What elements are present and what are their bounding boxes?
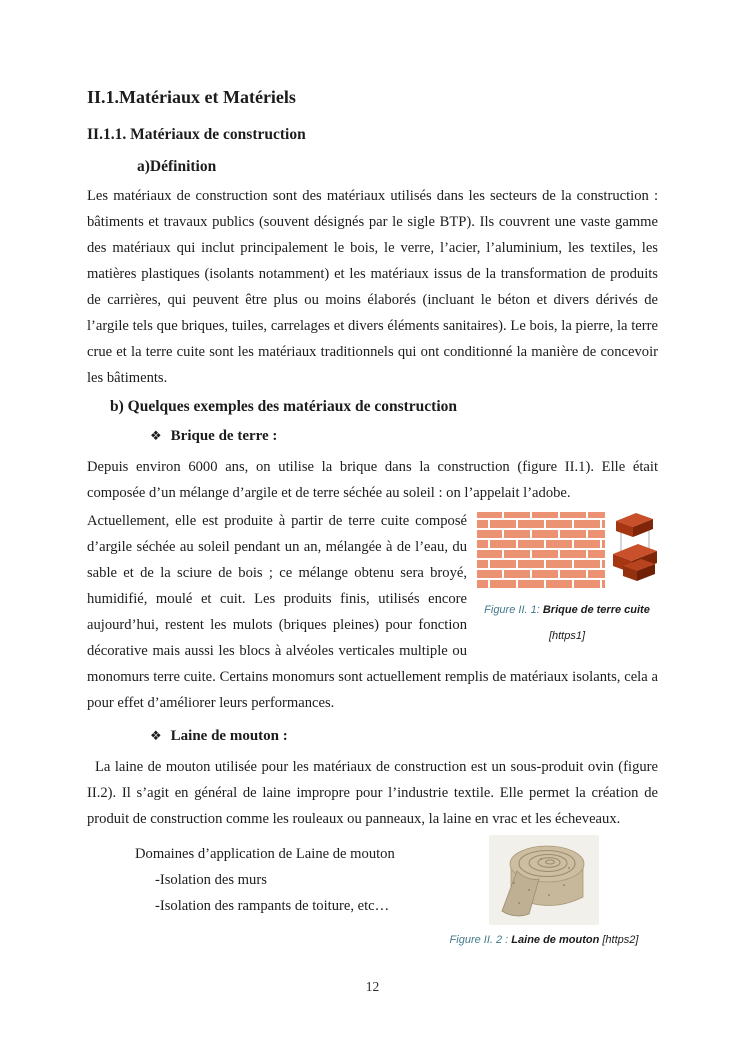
actuellement-paragraph: Actuellement, elle est produite à partir de terre cuite composé d’argile séchée au soleil pendant un an, mélangée à de l’eau, du sable et de la sciure de bois ; ce mélange obtenu sera broyé, humidifié, moulé et cuit. Les produits finis, utilisés encore aujourd’hui, restent les mulots (briques pleines) pour fonction décorative mais aussi les blocs à alvéoles verticales multiple ou monomurs terre cuite. Certains monomurs sont actuellement remplis de matériaux isolants, cela a pour effet d’améliorer leurs performances. xyxy=(87,513,658,711)
subsection-title: II.1.1. Matériaux de construction xyxy=(87,126,306,143)
figure1-caption-ref: [https1] xyxy=(548,630,586,642)
brick-wall-image xyxy=(476,510,606,590)
actuellement-block xyxy=(87,508,658,716)
figure2-caption-ref: [https2] xyxy=(599,934,639,946)
depuis-paragraph: Depuis environ 6000 ans, on utilise la brique dans la construction (figure II.1). Elle était composée d’un mélange d’argile et de terre séchée au soleil : on l’appelait l’adobe. xyxy=(87,459,658,501)
brick-3d-icon xyxy=(611,510,658,590)
figure-laine xyxy=(430,835,658,948)
figure1-caption xyxy=(484,604,650,642)
figure1-caption-title: Brique de terre cuite xyxy=(542,604,650,616)
isolation-murs-line: -Isolation des murs xyxy=(155,872,267,888)
figure2-caption xyxy=(450,934,639,946)
examples-heading: b) Quelques exemples des matériaux de construction xyxy=(110,398,458,415)
isolation-toiture-line: -Isolation des rampants de toiture, etc… xyxy=(155,898,390,914)
figure1-caption-label: Figure II. 1: xyxy=(484,604,543,616)
bullet-brique xyxy=(150,423,658,450)
bullet-brique-label: Brique de terre : xyxy=(170,428,278,444)
diamond-bullet-icon: ❖ xyxy=(150,429,162,444)
diamond-bullet-icon: ❖ xyxy=(150,729,162,744)
figure2-caption-label: Figure II. 2 : xyxy=(449,934,512,946)
page-number: 12 xyxy=(365,979,380,994)
wool-roll-image xyxy=(489,835,599,925)
figure2-caption-title: Laine de mouton xyxy=(511,934,600,946)
section-title: II.1.Matériaux et Matériels xyxy=(87,87,296,107)
domaines-block xyxy=(87,841,658,946)
laine-paragraph: La laine de mouton utilisée pour les matériaux de construction est un sous-produit ovin (figure II.2). Il s’agit en général de laine impropre pour l’industrie textile. Elle permet la création de produit de construction comme les rouleaux ou panneaux, la laine en vrac et les écheveaux. xyxy=(87,759,658,827)
domaines-line: Domaines d’application de Laine de mouton xyxy=(135,846,395,862)
bullet-laine xyxy=(150,723,658,750)
figure-brique xyxy=(476,510,658,648)
brick-figure-art xyxy=(476,510,658,596)
bullet-laine-label: Laine de mouton : xyxy=(170,728,288,744)
definition-heading: a)Définition xyxy=(137,158,217,175)
definition-paragraph: Les matériaux de construction sont des matériaux utilisés dans les secteurs de la construction : bâtiments et travaux publics (souvent désignés par le sigle BTP). Ils couvrent une vaste gamme des matériaux qui inclut principalement le bois, le verre, l’acier, l’aluminium, les textiles, les matières plastiques (isolants notamment) et les matériaux issus de la transformation de produits de carrières, qui peuvent être plus ou moins élaborés (incluant le béton et divers dérivés de l’argile tels que briques, tuiles, carrelages et divers éléments sanitaires). Le bois, la pierre, la terre crue et la terre cuite sont les matériaux traditionnels qui ont conditionné la manière de concevoir les bâtiments. xyxy=(87,188,658,386)
